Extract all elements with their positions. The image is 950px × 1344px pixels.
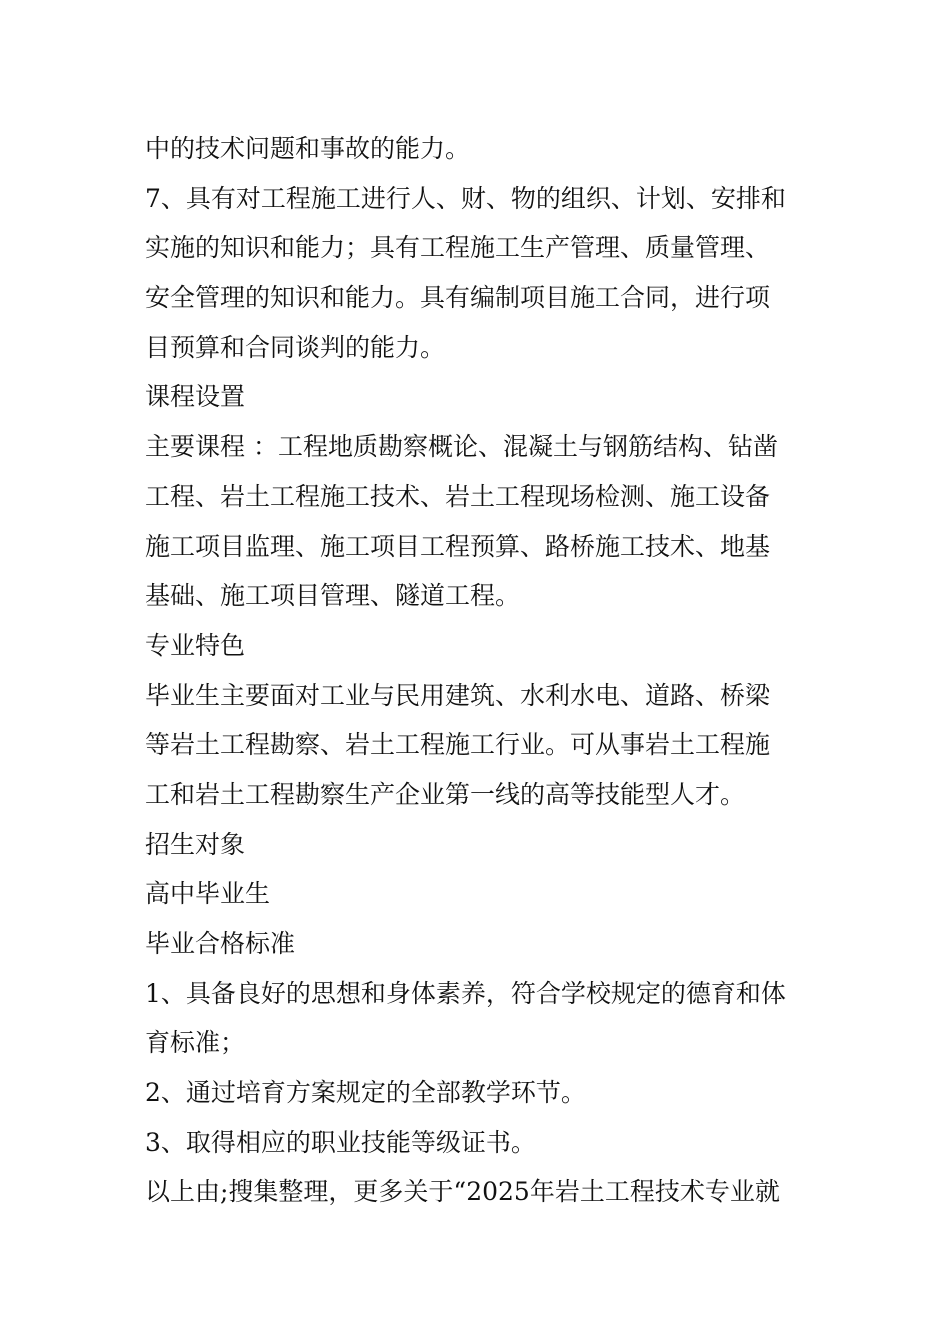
text-line: 安全管理的知识和能力。具有编制项目施工合同，进行项 bbox=[145, 283, 771, 313]
text-line: 主要课程 ：工程地质勘察概论、混凝土与钢筋结构、钻凿 bbox=[145, 432, 778, 462]
text-line: 中的技术问题和事故的能力。 bbox=[145, 134, 471, 163]
text-line: 1、具备良好的思想和身体素养，符合学校规定的德育和体 bbox=[145, 978, 786, 1008]
section-heading: 毕业合格标准 bbox=[145, 929, 296, 958]
text-line: 等岩土工程勘察、岩土工程施工行业。可从事岩土工程施 bbox=[145, 730, 771, 760]
text-line: 工程、岩土工程施工技术、岩土工程现场检测、施工设备 bbox=[145, 481, 771, 511]
text-line: 以上由;搜集整理，更多关于“2025年岩土工程技术专业就 bbox=[145, 1177, 780, 1207]
text-line: 7、具有对工程施工进行人、财、物的组织、计划、安排和 bbox=[145, 183, 786, 213]
text-line: 基础、施工项目管理、隧道工程。 bbox=[145, 581, 521, 611]
text-line: 工和岩土工程勘察生产企业第一线的高等技能型人才。 bbox=[145, 779, 746, 809]
text-line: 实施的知识和能力；具有工程施工生产管理、质量管理、 bbox=[145, 233, 771, 263]
section-heading: 专业特色 bbox=[145, 630, 246, 660]
section-heading: 课程设置 bbox=[145, 382, 246, 412]
text-line: 3、取得相应的职业技能等级证书。 bbox=[145, 1127, 536, 1157]
text-line: 2、通过培育方案规定的全部教学环节。 bbox=[145, 1078, 586, 1108]
text-line: 施工项目监理、施工项目工程预算、路桥施工技术、地基 bbox=[145, 531, 771, 561]
section-heading: 招生对象 bbox=[145, 829, 246, 859]
text-line: 高中毕业生 bbox=[145, 879, 271, 909]
document-body bbox=[145, 124, 815, 1217]
text-line: 育标准； bbox=[145, 1028, 246, 1058]
text-line: 毕业生主要面对工业与民用建筑、水利水电、道路、桥梁 bbox=[145, 680, 771, 710]
text-line: 目预算和合同谈判的能力。 bbox=[145, 332, 446, 362]
